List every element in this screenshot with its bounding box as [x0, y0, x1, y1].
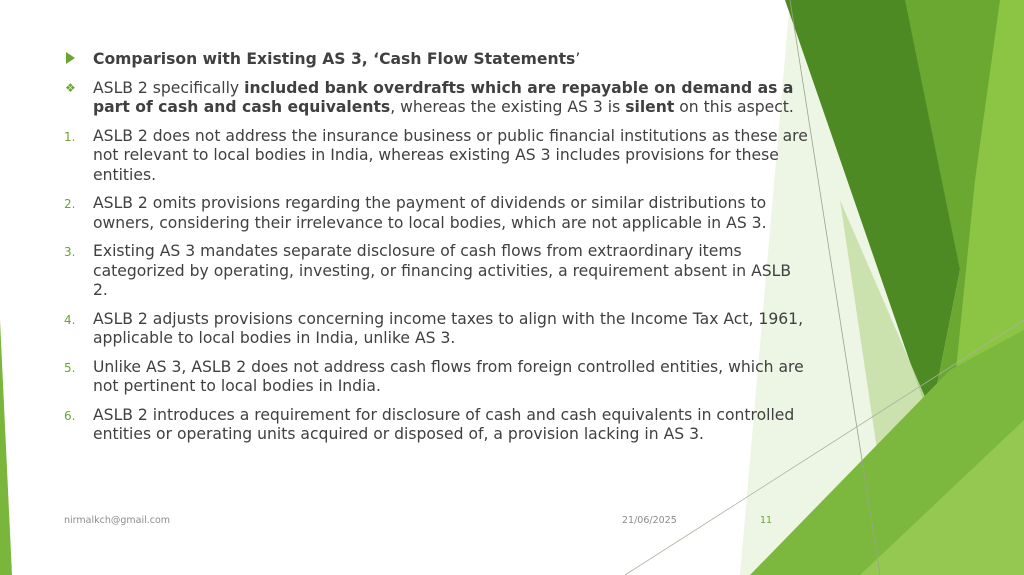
list-item-text: Unlike AS 3, ASLB 2 does not address cash flows from foreign controlled entities, which are not pertinent to local bodies in India. — [93, 357, 804, 395]
heading-title: Cash Flow Statements — [379, 50, 576, 68]
list-item-text: ASLB 2 does not address the insurance business or public financial institutions as these are not relevant to local bodies in India, whereas existing AS 3 includes provisions for these entities. — [93, 126, 808, 184]
list-item — [64, 127, 810, 186]
list-number: 6. — [64, 408, 76, 423]
intro-item — [64, 79, 810, 118]
left-green-wedge — [0, 320, 12, 575]
footer-email: nirmalkch@gmail.com — [64, 515, 171, 526]
page-number: 11 — [760, 515, 773, 526]
list-item — [64, 310, 810, 349]
list-item-text: ASLB 2 adjusts provisions concerning income taxes to align with the Income Tax Act, 1961, applicable to local bodies in India, unlike AS 3. — [93, 309, 804, 347]
footer-date: 21/06/2025 — [622, 515, 677, 526]
slide-heading: Comparison with Existing AS 3, ‘Cash Flow Statements’ — [93, 50, 581, 68]
heading-item — [64, 50, 810, 70]
list-item — [64, 358, 810, 397]
diamond-bullet-icon: ❖ — [65, 80, 76, 95]
list-number: 2. — [64, 197, 76, 211]
list-number: 4. — [64, 312, 76, 327]
list-item — [64, 406, 810, 445]
list-item — [64, 242, 810, 301]
list-number: 3. — [64, 245, 76, 259]
list-item-text: ASLB 2 introduces a requirement for disclosure of cash and cash equivalents in controlled entities or operating units acquired or disposed of, a provision lacking in AS 3. — [93, 405, 795, 443]
list-item-text: Existing AS 3 mandates separate disclosure of cash flows from extraordinary items categorized by operating, investing, or financing activities, a requirement absent in ASLB 2. — [93, 242, 792, 299]
slide-content — [64, 50, 810, 454]
triangle-bullet-icon — [66, 52, 75, 64]
list-item-text: ASLB 2 omits provisions regarding the payment of dividends or similar distributions to owners, considering their irrelevance to local bodies, which are not applicable in AS 3. — [93, 194, 767, 232]
list-number: 1. — [64, 129, 76, 144]
list-item — [64, 194, 810, 233]
list-number: 5. — [64, 360, 76, 375]
intro-text: ASLB 2 specifically included bank overdrafts which are repayable on demand as a part of cash and cash equivalents, whereas the existing AS 3 is silent on this aspect. — [93, 78, 794, 116]
